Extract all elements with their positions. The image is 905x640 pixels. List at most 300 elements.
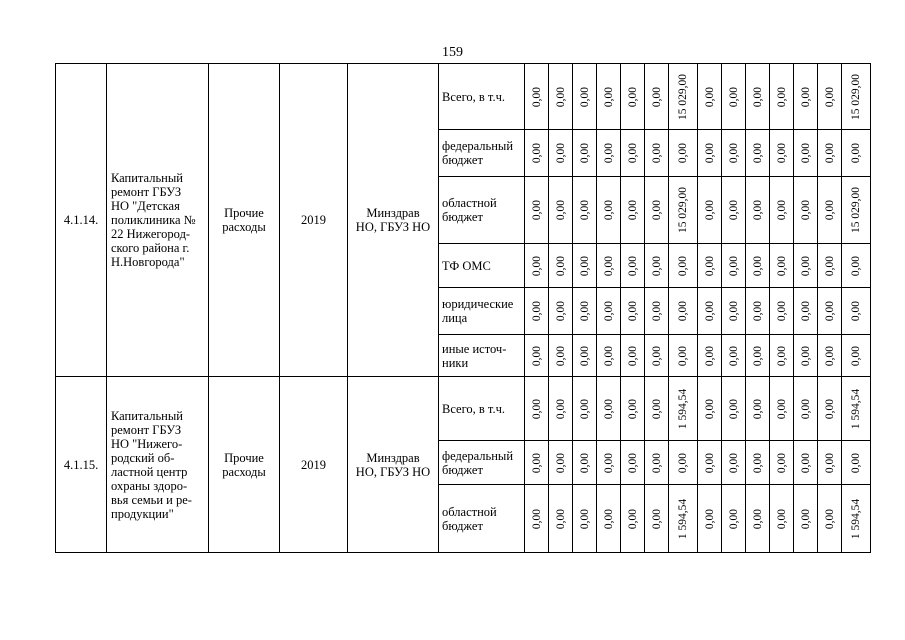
value-text: 0,00 <box>530 142 543 164</box>
value-cell <box>525 441 549 485</box>
project-id: 4.1.15. <box>56 377 107 553</box>
budget-table <box>55 63 871 553</box>
value-cell <box>621 288 645 335</box>
value-cell <box>621 64 645 130</box>
value-cell <box>698 335 722 377</box>
text-line: Минздрав <box>366 206 420 220</box>
expense-type <box>209 64 280 377</box>
value-cell <box>746 441 770 485</box>
value-cell <box>621 177 645 244</box>
value-cell <box>549 485 573 553</box>
value-text: 0,00 <box>751 255 764 276</box>
value-text: 0,00 <box>799 508 812 529</box>
value-cell <box>770 244 794 288</box>
text-line: Всего, в т.ч. <box>442 401 505 416</box>
value-text: 0,00 <box>578 300 591 322</box>
value-cell <box>597 377 621 441</box>
value-text: 0,00 <box>703 86 716 107</box>
value-cell <box>621 441 645 485</box>
text-line: Прочие <box>224 206 264 220</box>
value-cell <box>794 441 818 485</box>
value-cell <box>818 441 842 485</box>
value-cell <box>770 64 794 130</box>
value-cell <box>794 335 818 377</box>
text-line: НО, ГБУЗ НО <box>355 464 431 479</box>
value-text: 0,00 <box>677 255 689 276</box>
value-cell <box>698 485 722 553</box>
value-text: 0,00 <box>850 142 862 164</box>
value-text: 0,00 <box>602 199 615 221</box>
value-cell <box>645 288 669 335</box>
value-cell <box>669 244 698 288</box>
value-cell <box>722 177 746 244</box>
value-cell <box>770 377 794 441</box>
value-cell <box>818 64 842 130</box>
value-text: 0,00 <box>727 255 740 276</box>
value-text: 0,00 <box>799 345 812 366</box>
value-cell <box>722 377 746 441</box>
value-text: 0,00 <box>727 345 740 366</box>
text-line: Капитальный <box>111 408 183 423</box>
project-name <box>107 377 209 553</box>
value-cell <box>722 130 746 177</box>
value-cell <box>645 130 669 177</box>
value-text: 0,00 <box>626 398 639 419</box>
value-cell <box>722 244 746 288</box>
funding-source <box>439 288 525 335</box>
value-cell <box>722 441 746 485</box>
text-line: бюджет <box>442 518 483 533</box>
value-text: 0,00 <box>602 398 615 419</box>
value-text: 0,00 <box>751 345 764 366</box>
value-text: 0,00 <box>677 345 689 366</box>
page-number: 159 <box>442 45 463 60</box>
value-text: 15 029,00 <box>677 73 689 120</box>
value-text: 0,00 <box>626 508 639 529</box>
value-text: 0,00 <box>727 142 740 164</box>
value-text: 0,00 <box>677 300 689 322</box>
value-cell <box>794 377 818 441</box>
value-text: 0,00 <box>602 452 615 473</box>
value-text: 0,00 <box>751 508 764 529</box>
text-line: Минздрав <box>366 450 420 465</box>
text-line: федеральный <box>442 139 514 153</box>
value-text: 0,00 <box>530 300 543 322</box>
funding-source <box>439 377 525 441</box>
value-text: 0,00 <box>775 398 788 419</box>
text-line: продукции" <box>111 506 174 521</box>
value-cell <box>794 288 818 335</box>
value-text: 0,00 <box>799 300 812 322</box>
value-cell <box>669 377 698 441</box>
value-cell <box>573 130 597 177</box>
value-text: 0,00 <box>530 452 543 473</box>
value-cell <box>818 377 842 441</box>
value-cell <box>770 177 794 244</box>
value-text: 0,00 <box>578 452 591 473</box>
value-cell <box>597 244 621 288</box>
value-cell <box>669 485 698 553</box>
value-text: 0,00 <box>578 199 591 221</box>
text-line: НО "Нижего- <box>111 436 183 451</box>
value-cell <box>525 377 549 441</box>
value-cell <box>842 64 871 130</box>
value-text: 0,00 <box>799 86 812 107</box>
value-cell <box>770 485 794 553</box>
value-cell <box>597 130 621 177</box>
value-text: 0,00 <box>554 86 567 107</box>
value-cell <box>525 288 549 335</box>
funding-source <box>439 335 525 377</box>
value-cell <box>525 485 549 553</box>
value-cell <box>746 130 770 177</box>
value-cell <box>842 377 871 441</box>
value-cell <box>573 485 597 553</box>
value-text: 0,00 <box>751 86 764 107</box>
value-text: 0,00 <box>775 86 788 107</box>
value-text: 0,00 <box>554 398 567 419</box>
value-cell <box>842 177 871 244</box>
funding-source <box>439 130 525 177</box>
funding-source <box>439 64 525 130</box>
value-text: 0,00 <box>578 345 591 366</box>
value-cell <box>525 130 549 177</box>
value-cell <box>746 335 770 377</box>
value-text: 0,00 <box>850 452 862 473</box>
value-cell <box>842 130 871 177</box>
value-text: 0,00 <box>650 452 663 473</box>
value-text: 0,00 <box>554 345 567 366</box>
value-cell <box>746 177 770 244</box>
executor <box>348 64 439 377</box>
value-text: 0,00 <box>602 345 615 366</box>
value-text: 0,00 <box>626 300 639 322</box>
value-cell <box>746 288 770 335</box>
value-cell <box>818 177 842 244</box>
value-text: 0,00 <box>554 452 567 473</box>
value-cell <box>818 335 842 377</box>
value-cell <box>746 244 770 288</box>
value-cell <box>770 335 794 377</box>
value-cell <box>573 64 597 130</box>
text-line: родский об- <box>111 450 175 465</box>
value-text: 0,00 <box>530 255 543 276</box>
value-text: 0,00 <box>554 199 567 221</box>
text-line: ремонт ГБУЗ <box>111 185 182 199</box>
value-text: 0,00 <box>703 199 716 221</box>
text-line: федеральный <box>442 448 514 463</box>
text-line: ники <box>442 355 469 370</box>
value-text: 0,00 <box>602 508 615 529</box>
value-cell <box>645 244 669 288</box>
value-cell <box>842 441 871 485</box>
text-line: ского района г. <box>111 241 190 255</box>
value-cell <box>818 485 842 553</box>
text-line: НО, ГБУЗ НО <box>355 220 431 234</box>
value-text: 0,00 <box>775 300 788 322</box>
value-text: 0,00 <box>703 142 716 164</box>
value-cell <box>645 335 669 377</box>
value-cell <box>549 64 573 130</box>
value-text: 0,00 <box>650 86 663 107</box>
value-text: 0,00 <box>602 142 615 164</box>
text-line: бюджет <box>442 462 483 477</box>
table-row <box>56 64 871 130</box>
value-text: 0,00 <box>554 142 567 164</box>
project-id: 4.1.14. <box>56 64 107 377</box>
value-text: 15 029,00 <box>677 187 689 233</box>
value-cell <box>573 377 597 441</box>
value-text: 0,00 <box>823 398 836 419</box>
value-text: 0,00 <box>677 142 689 164</box>
value-cell <box>698 288 722 335</box>
value-text: 0,00 <box>530 199 543 221</box>
value-cell <box>621 335 645 377</box>
text-line: иные источ- <box>442 341 507 356</box>
value-cell <box>669 335 698 377</box>
value-text: 0,00 <box>751 142 764 164</box>
value-text: 0,00 <box>626 255 639 276</box>
value-text: 0,00 <box>751 199 764 221</box>
value-cell <box>573 288 597 335</box>
value-cell <box>746 485 770 553</box>
value-text: 0,00 <box>751 452 764 473</box>
value-text: 0,00 <box>727 300 740 322</box>
value-cell <box>525 64 549 130</box>
value-cell <box>794 244 818 288</box>
value-cell <box>645 377 669 441</box>
value-cell <box>621 130 645 177</box>
value-text: 0,00 <box>578 398 591 419</box>
value-cell <box>818 288 842 335</box>
value-cell <box>621 377 645 441</box>
value-text: 0,00 <box>727 398 740 419</box>
text-line: бюджет <box>442 153 483 167</box>
text-line: 22 Нижегород- <box>111 227 191 241</box>
value-text: 0,00 <box>775 199 788 221</box>
value-text: 0,00 <box>727 199 740 221</box>
value-text: 1 594,54 <box>677 388 689 429</box>
value-cell <box>549 288 573 335</box>
value-cell <box>645 177 669 244</box>
value-cell <box>770 441 794 485</box>
value-text: 0,00 <box>650 398 663 419</box>
value-cell <box>669 288 698 335</box>
value-cell <box>722 335 746 377</box>
value-text: 0,00 <box>751 398 764 419</box>
value-cell <box>549 335 573 377</box>
value-text: 0,00 <box>578 86 591 107</box>
value-cell <box>549 441 573 485</box>
value-cell <box>669 177 698 244</box>
value-cell <box>549 177 573 244</box>
value-cell <box>573 335 597 377</box>
text-line: бюджет <box>442 210 483 224</box>
text-line: Всего, в т.ч. <box>442 89 505 104</box>
value-cell <box>621 244 645 288</box>
value-cell <box>842 288 871 335</box>
value-text: 0,00 <box>578 142 591 164</box>
value-text: 0,00 <box>751 300 764 322</box>
text-line: областной <box>442 196 497 210</box>
value-text: 0,00 <box>677 452 689 473</box>
table-row <box>56 377 871 441</box>
value-cell <box>597 441 621 485</box>
value-text: 0,00 <box>626 199 639 221</box>
value-cell <box>549 377 573 441</box>
value-text: 0,00 <box>775 142 788 164</box>
value-cell <box>770 288 794 335</box>
value-text: 0,00 <box>799 199 812 221</box>
value-cell <box>573 177 597 244</box>
value-text: 0,00 <box>823 199 836 221</box>
value-text: 0,00 <box>578 255 591 276</box>
value-cell <box>818 130 842 177</box>
text-line: областной <box>442 504 497 519</box>
value-text: 0,00 <box>626 86 639 107</box>
value-text: 0,00 <box>578 508 591 529</box>
value-cell <box>669 130 698 177</box>
value-text: 0,00 <box>530 508 543 529</box>
text-line: поликлиника № <box>111 213 196 227</box>
value-cell <box>722 64 746 130</box>
value-text: 0,00 <box>823 142 836 164</box>
value-text: 0,00 <box>727 508 740 529</box>
value-text: 0,00 <box>823 345 836 366</box>
value-cell <box>842 335 871 377</box>
funding-source <box>439 177 525 244</box>
value-text: 0,00 <box>775 452 788 473</box>
text-line: Н.Новгорода" <box>111 255 185 269</box>
value-text: 0,00 <box>602 255 615 276</box>
value-cell <box>842 244 871 288</box>
value-cell <box>698 130 722 177</box>
value-cell <box>573 441 597 485</box>
value-text: 0,00 <box>530 86 543 107</box>
value-text: 0,00 <box>650 300 663 322</box>
value-cell <box>645 485 669 553</box>
project-year: 2019 <box>280 377 348 553</box>
value-text: 0,00 <box>799 452 812 473</box>
value-cell <box>669 64 698 130</box>
text-line: охраны здоро- <box>111 478 188 493</box>
text-line: ремонт ГБУЗ <box>111 422 182 437</box>
text-line: лица <box>442 311 468 325</box>
value-cell <box>698 441 722 485</box>
value-cell <box>818 244 842 288</box>
value-text: 0,00 <box>554 255 567 276</box>
value-cell <box>645 441 669 485</box>
value-text: 0,00 <box>703 452 716 473</box>
value-cell <box>794 130 818 177</box>
value-text: 0,00 <box>554 300 567 322</box>
funding-source <box>439 485 525 553</box>
value-cell <box>597 288 621 335</box>
value-text: 0,00 <box>775 508 788 529</box>
value-text: 0,00 <box>602 86 615 107</box>
value-cell <box>597 64 621 130</box>
value-text: 0,00 <box>703 255 716 276</box>
value-cell <box>573 244 597 288</box>
text-line: Прочие <box>224 450 264 465</box>
funding-source <box>439 441 525 485</box>
value-text: 0,00 <box>703 345 716 366</box>
value-text: 0,00 <box>703 300 716 322</box>
text-line: вья семьи и ре- <box>111 492 192 507</box>
executor <box>348 377 439 553</box>
value-text: 0,00 <box>799 255 812 276</box>
value-cell <box>621 485 645 553</box>
value-cell <box>794 64 818 130</box>
value-text: 0,00 <box>650 142 663 164</box>
value-cell <box>549 244 573 288</box>
text-line: расходы <box>222 220 266 234</box>
text-line: НО "Детская <box>111 199 180 213</box>
value-text: 0,00 <box>823 86 836 107</box>
value-text: 0,00 <box>626 142 639 164</box>
value-cell <box>645 64 669 130</box>
value-text: 0,00 <box>850 255 862 276</box>
text-line: расходы <box>222 464 266 479</box>
value-text: 0,00 <box>703 508 716 529</box>
value-cell <box>597 485 621 553</box>
value-cell <box>746 64 770 130</box>
text-line: юридические <box>442 297 514 311</box>
project-year: 2019 <box>280 64 348 377</box>
value-cell <box>597 177 621 244</box>
value-text: 0,00 <box>850 300 862 322</box>
value-text: 0,00 <box>530 398 543 419</box>
value-text: 1 594,54 <box>850 498 862 539</box>
value-cell <box>722 485 746 553</box>
value-text: 0,00 <box>650 255 663 276</box>
value-text: 0,00 <box>823 300 836 322</box>
value-text: 0,00 <box>650 199 663 221</box>
value-text: 0,00 <box>775 345 788 366</box>
value-text: 0,00 <box>727 86 740 107</box>
value-cell <box>549 130 573 177</box>
expense-type <box>209 377 280 553</box>
value-text: 0,00 <box>626 452 639 473</box>
value-cell <box>698 64 722 130</box>
value-text: 0,00 <box>650 508 663 529</box>
value-text: 0,00 <box>703 398 716 419</box>
value-cell <box>794 177 818 244</box>
value-text: 0,00 <box>823 255 836 276</box>
value-text: 0,00 <box>799 398 812 419</box>
value-text: 0,00 <box>650 345 663 366</box>
value-cell <box>698 244 722 288</box>
text-line: ТФ ОМС <box>442 258 491 273</box>
value-cell <box>669 441 698 485</box>
value-cell <box>525 244 549 288</box>
value-text: 0,00 <box>626 345 639 366</box>
value-text: 0,00 <box>850 345 862 366</box>
value-cell <box>525 177 549 244</box>
value-cell <box>746 377 770 441</box>
value-text: 0,00 <box>554 508 567 529</box>
value-text: 0,00 <box>530 345 543 366</box>
value-cell <box>770 130 794 177</box>
value-text: 0,00 <box>799 142 812 164</box>
value-text: 0,00 <box>823 508 836 529</box>
text-line: ластной центр <box>111 464 188 479</box>
value-cell <box>698 177 722 244</box>
value-text: 15 029,00 <box>850 187 862 233</box>
value-text: 0,00 <box>602 300 615 322</box>
value-text: 0,00 <box>727 452 740 473</box>
value-text: 0,00 <box>823 452 836 473</box>
